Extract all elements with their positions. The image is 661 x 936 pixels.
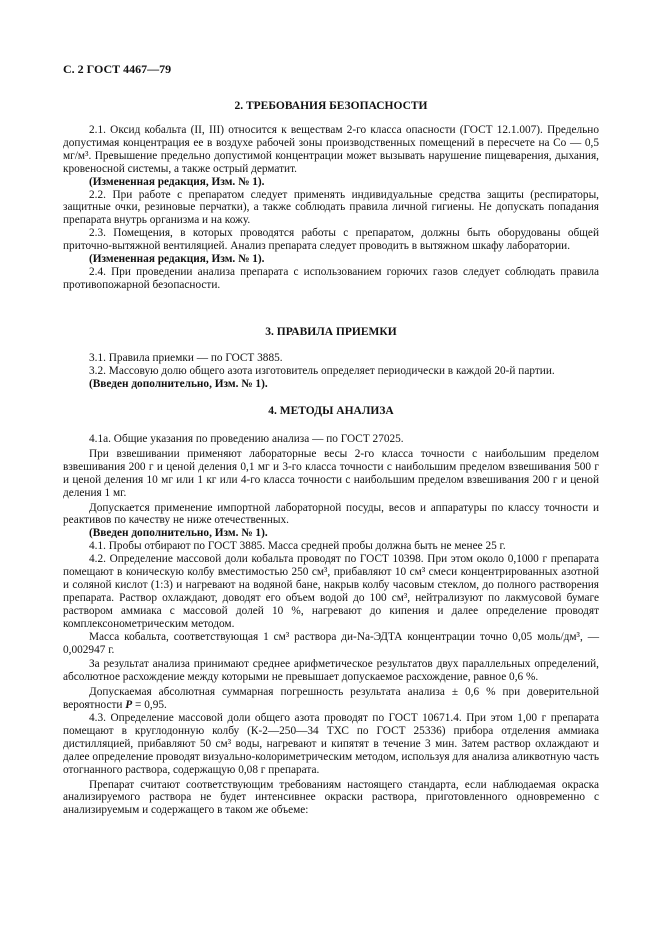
amendment-note: (Введен дополнительно, Изм. № 1). [89, 527, 268, 540]
paragraph-imported-equipment: Допускается применение импортной лабораторной посуды, весов и аппаратуры по классу точности и реактивов по качеству не ниже отечественных. [63, 501, 599, 527]
paragraph-compliance: Препарат считают соответствующим требованиям настоящего стандарта, если наблюдаемая окраска анализируемого раствора не будет интенсивнее окраски раствора, приготовленного одновременно с анализируемым и содержащего в таком же объеме: [63, 778, 599, 817]
paragraph-3-1: 3.1. Правила приемки — по ГОСТ 3885. [89, 352, 283, 364]
section-acceptance-body [63, 352, 599, 391]
section-heading-methods: 4. МЕТОДЫ АНАЛИЗА [268, 405, 394, 417]
paragraph-3-2: 3.2. Массовую долю общего азота изготовитель определяет периодически в каждой 20-й партии. [89, 364, 555, 377]
paragraph-2-1: 2.1. Оксид кобальта (II, III) относится к веществам 2-го класса опасности (ГОСТ 12.1.007). Предельно допустимая концентрация ее в воздухе рабочей зоны производственных помещений в пересчете на Со — 0,5 мг/м³. Превышение предельно допустимой концентрации может вызывать нарушение пищеварения, дыхания, кровеносной системы, а также острый дерматит. [63, 124, 599, 175]
section-safety-body [63, 124, 599, 292]
paragraph-4-3: 4.3. Определение массовой доли общего азота проводят по ГОСТ 10671.4. При этом 1,00 г препарата помещают в круглодонную колбу (К-2—250—34 ТХС по ГОСТ 25336) прибора отделения аммиака дистилляцией, прибавляют 50 см³ воды, нагревают и кипятят в течение 3 мин. Затем раствор охлаждают и далее определение проводят визуально-колориметрическим методом, используя для анализа аликвотную часть отогнанного раствора, содержащую 0,08 г препарата. [63, 712, 599, 776]
probability-variable: P [125, 699, 133, 712]
paragraph-result: За результат анализа принимают среднее арифметическое результатов двух параллельных определений, абсолютное расхождение между которыми не превышает допускаемое расхождение, равное 0,6 %. [63, 658, 599, 684]
section-heading-safety: 2. ТРЕБОВАНИЯ БЕЗОПАСНОСТИ [234, 100, 428, 112]
amendment-note: (Введен дополнительно, Изм. № 1). [89, 377, 268, 390]
paragraph-weighing: При взвешивании применяют лабораторные весы 2-го класса точности с наибольшим пределом взвешивания 200 г и ценой деления 0,1 мг и 3-го класса точности с наибольшим пределом взвешивания 500 г и ценой деления 10 мг или 1 кг или 4-го класса точности с наибольшим пределом взвешивания 200 г и ценой деления 1 мг. [63, 447, 599, 499]
paragraph-2-4: 2.4. При проведении анализа препарата с использованием горючих газов следует соблюдать правила противопожарной безопасности. [63, 265, 599, 291]
section-heading-acceptance: 3. ПРАВИЛА ПРИЕМКИ [265, 326, 397, 338]
amendment-note: (Измененная редакция, Изм. № 1). [89, 175, 265, 188]
section-methods-body [63, 433, 599, 817]
paragraph-cobalt-mass: Масса кобальта, соответствующая 1 см³ раствора ди-Na-ЭДТА концентрации точно 0,05 моль/дм³, — 0,002947 г. [63, 630, 599, 656]
paragraph-4-2: 4.2. Определение массовой доли кобальта проводят по ГОСТ 10398. При этом около 0,1000 г препарата помещают в коническую колбу вместимостью 250 см³, прибавляют 10 см³ смеси концентрированных азотной и соляной кислот (1:3) и нагревают на водяной бане, накрыв колбу часовым стеклом, до полного растворения препарата. Раствор охлаждают, доводят его объем водой до 100 см³, нейтрализуют по лакмусовой бумаге раствором аммиака с массовой долей 10 %, нагревают до кипения и далее определение проводят комплексонометрическим методом. [63, 553, 599, 630]
paragraph-error [63, 686, 599, 712]
paragraph-4-1a: 4.1а. Общие указания по проведению анализа — по ГОСТ 27025. [89, 433, 404, 445]
error-text-b: = 0,95. [132, 699, 167, 712]
paragraph-2-2: 2.2. При работе с препаратом следует применять индивидуальные средства защиты (респираторы, защитные очки, резиновые перчатки), а также соблюдать правила личной гигиены. Не допускать попадания препарата внутрь организма и на кожу. [63, 188, 599, 227]
paragraph-4-1: 4.1. Пробы отбирают по ГОСТ 3885. Масса средней пробы должна быть не менее 25 г. [89, 540, 506, 553]
paragraph-2-3: 2.3. Помещения, в которых проводятся работы с препаратом, должны быть оборудованы общей приточно-вытяжной вентиляцией. Анализ препарата следует проводить в вытяжном шкафу лаборатории. [63, 227, 599, 253]
page-header: С. 2 ГОСТ 4467—79 [63, 62, 172, 76]
error-text-a: Допускаемая абсолютная суммарная погрешность результата анализа ± 0,6 % при доверительной вероятности [63, 686, 599, 712]
amendment-note: (Измененная редакция, Изм. № 1). [89, 253, 265, 266]
